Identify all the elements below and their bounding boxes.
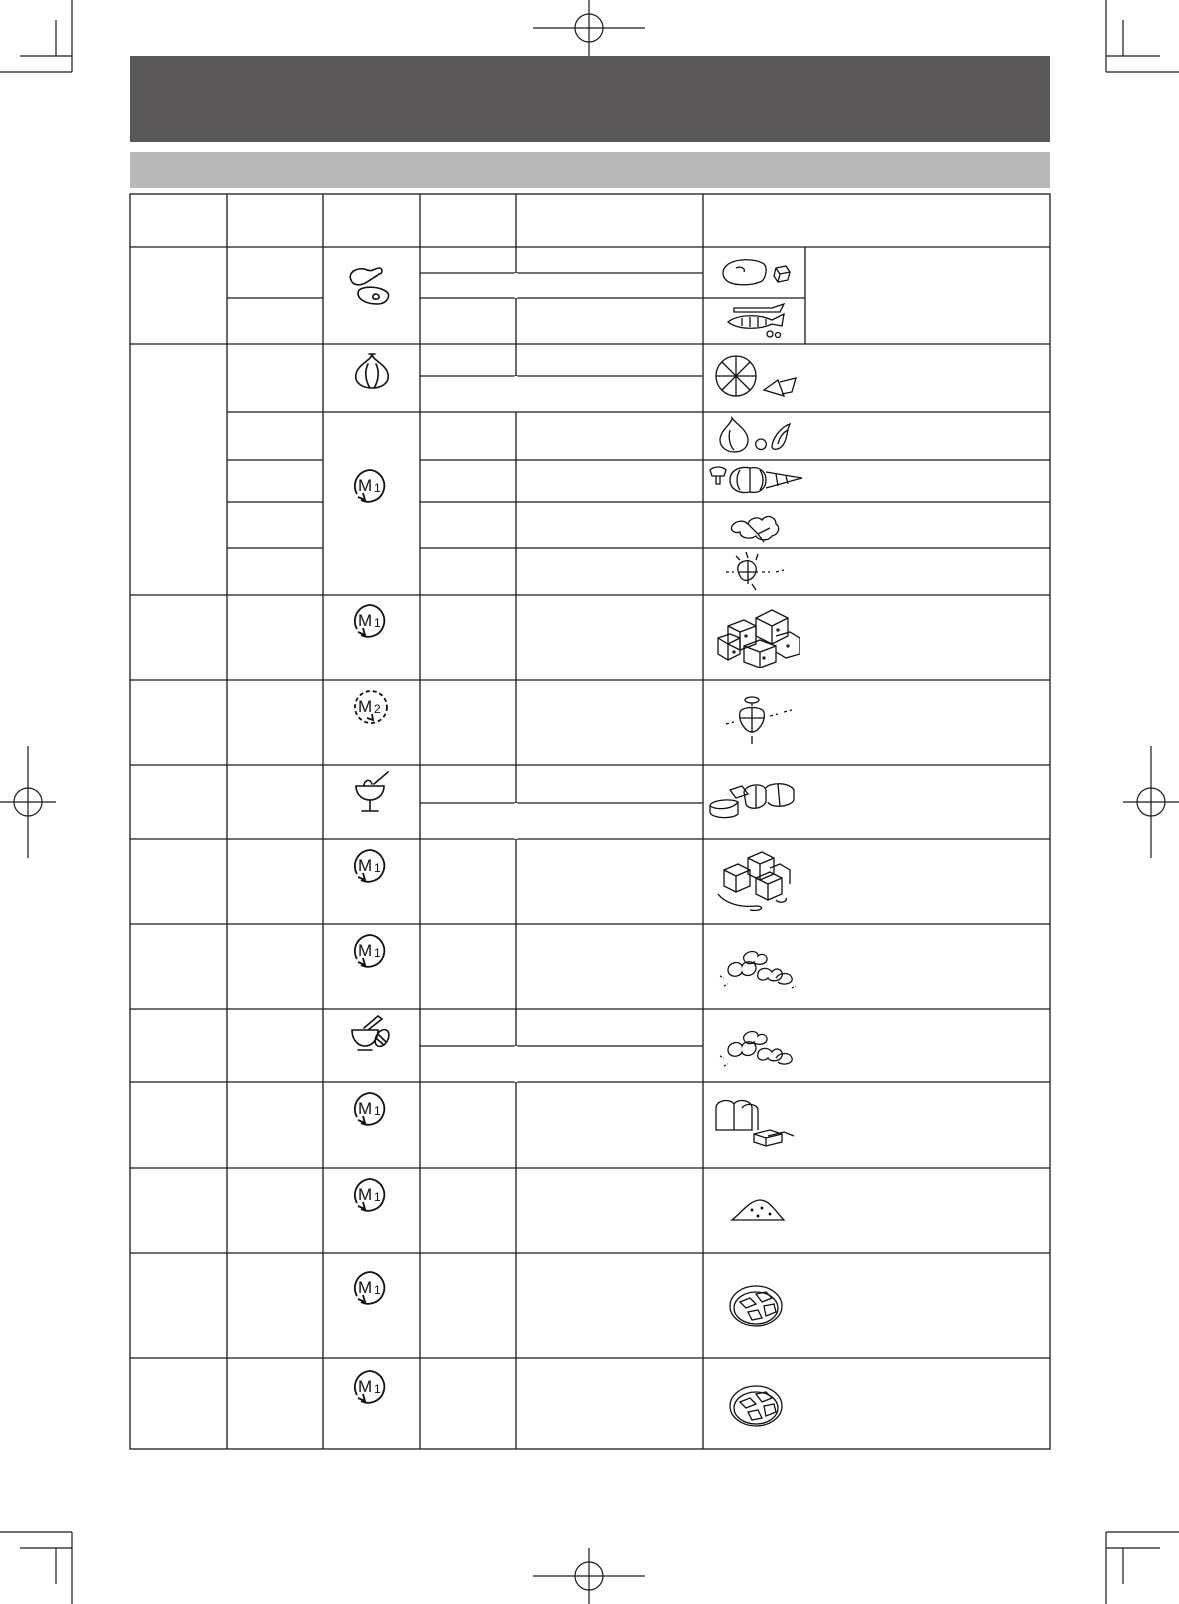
m1-icon bbox=[351, 1090, 391, 1128]
m2-subscript: 2 bbox=[374, 702, 381, 716]
m1-label: M bbox=[358, 476, 373, 495]
chopped-onion-illustration bbox=[712, 352, 804, 402]
m1-label: M bbox=[358, 611, 373, 630]
meat-poultry-icon bbox=[345, 264, 397, 308]
mushroom-and-carrot-illustration bbox=[706, 462, 806, 498]
m1-label: M bbox=[358, 1185, 373, 1204]
dessert-cup-icon bbox=[350, 770, 392, 814]
powder-pile-illustration bbox=[730, 1196, 786, 1224]
fish-illustration bbox=[726, 302, 796, 340]
m1-subscript: 1 bbox=[374, 1382, 381, 1396]
m1-subscript: 1 bbox=[374, 861, 381, 875]
peanuts-illustration bbox=[718, 942, 798, 992]
m1-icon bbox=[351, 847, 391, 885]
bowl-of-cubes-illustration bbox=[726, 1276, 786, 1330]
m1-icon bbox=[351, 1176, 391, 1214]
ice-cubes-illustration bbox=[716, 848, 794, 912]
cheese-cubes-illustration bbox=[716, 606, 800, 668]
m1-icon bbox=[351, 1368, 391, 1406]
onion-icon bbox=[350, 350, 394, 390]
m1-icon bbox=[351, 602, 391, 640]
m1-icon bbox=[351, 1269, 391, 1307]
m1-subscript: 1 bbox=[374, 1104, 381, 1118]
peanuts-illustration bbox=[718, 1022, 798, 1072]
m1-icon bbox=[351, 932, 391, 970]
bowl-of-cubes-illustration bbox=[726, 1376, 786, 1430]
mortar-icon bbox=[348, 1014, 394, 1054]
chopped-chili-illustration bbox=[722, 550, 792, 592]
m1-label: M bbox=[358, 1377, 373, 1396]
steak-and-cube-illustration bbox=[720, 256, 800, 290]
garlic-illustration bbox=[716, 416, 796, 454]
m2-label: M bbox=[358, 697, 373, 716]
bread-illustration bbox=[712, 1094, 796, 1154]
m1-subscript: 1 bbox=[374, 946, 381, 960]
m1-label: M bbox=[358, 941, 373, 960]
m1-subscript: 1 bbox=[374, 1283, 381, 1297]
m1-label: M bbox=[358, 1278, 373, 1297]
m1-subscript: 1 bbox=[374, 1190, 381, 1204]
m1-label: M bbox=[358, 856, 373, 875]
m1-subscript: 1 bbox=[374, 616, 381, 630]
m1-subscript: 1 bbox=[374, 481, 381, 495]
parsley-illustration bbox=[728, 506, 784, 544]
chopped-fruit-illustration bbox=[722, 694, 796, 746]
m2-icon bbox=[351, 688, 391, 726]
m1-icon bbox=[351, 467, 391, 505]
sliced-cheese-illustration bbox=[708, 780, 804, 822]
m1-label: M bbox=[358, 1099, 373, 1118]
